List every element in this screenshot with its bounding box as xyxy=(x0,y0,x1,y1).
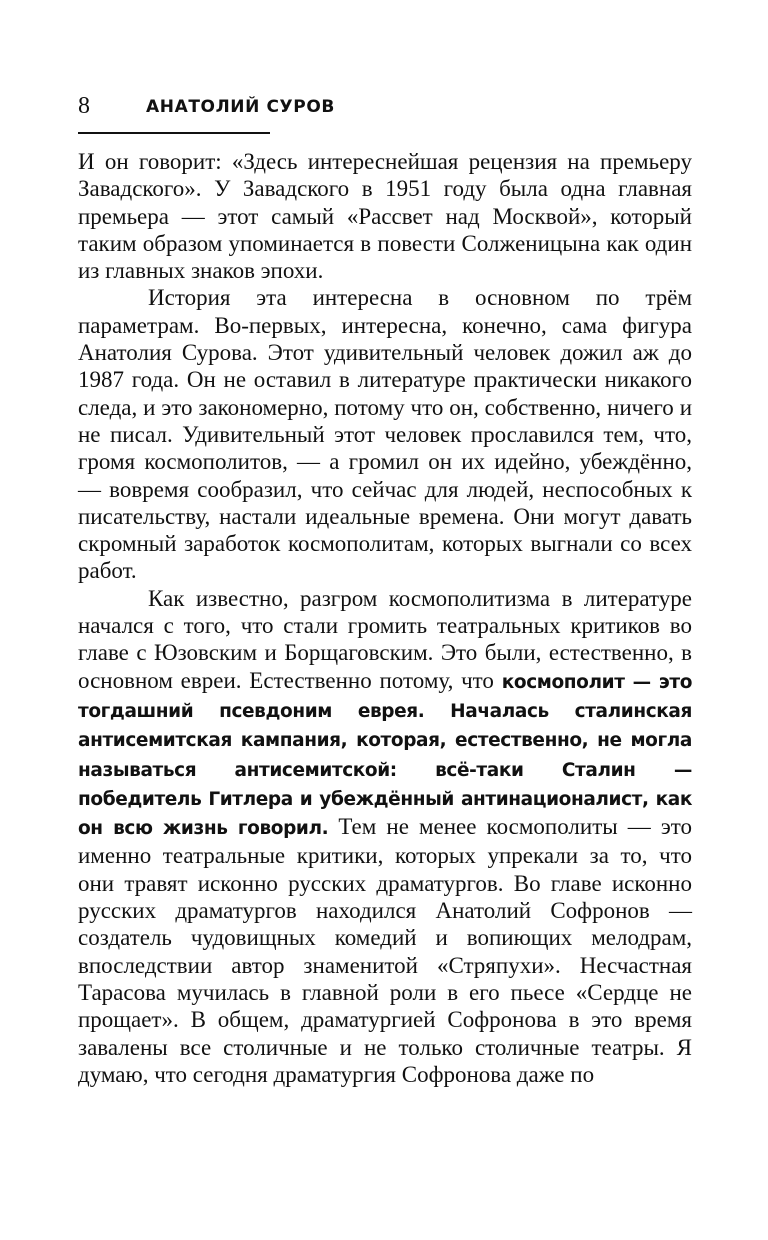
paragraph-1: И он говорит: «Здесь интереснейшая рецензия на премьеру Завадского». У Завадского в 1951 году была одна главная премьера — этот самый «Рассвет над Москвой», который таким образом упоминается в повести Солженицына как один из главных знаков эпохи. xyxy=(78,149,692,284)
page-number: 8 xyxy=(78,93,90,119)
running-title: АНАТОЛИЙ СУРОВ xyxy=(146,97,335,117)
paragraph-3-start: Как известно, разгром космополитизма в литературе начался с того, что стали громить театральных критиков во главе с Юзовским и Борщаговским. Это были, естественно, в основном евреи. Естественно потому, что xyxy=(78,585,692,693)
paragraph-3 xyxy=(78,585,692,1088)
paragraph-2: История эта интересна в основном по трём параметрам. Во-первых, интересна, конечно, сама фигура Анатолия Сурова. Этот удивительный человек дожил аж до 1987 года. Он не оставил в литературе практически никакого следа, и это закономерно, потому что он, собственно, ничего и не писал. Удивительный этот человек прославился тем, что, громя космополитов, — а громил он их идейно, убеждённо, — вовремя сообразил, что сейчас для людей, неспособных к писательству, настали идеальные времена. Они могут давать скромный заработок космополитам, которых выгнали со всех работ. xyxy=(78,285,692,584)
body-text xyxy=(78,148,692,1088)
paragraph-3-end: Тем не менее космополиты — это именно театральные критики, которых упрекали за то, что они травят исконно русских драматургов. Во главе исконно русских драматургов находился Анатолий Софронов — создатель чудовищных комедий и вопиющих мелодрам, впоследствии автор знаменитой «Стряпухи». Несчастная Тарасова мучилась в главной роли в его пьесе «Сердце не прощает». В общем, драматургией Софронова в это время завалены все столичные и не только столичные театры. Я думаю, что сегодня драматургия Софронова даже по xyxy=(78,814,692,1087)
page-header xyxy=(78,92,698,126)
header-rule xyxy=(78,132,270,134)
paragraph-3-bold-passage: космополит — это тогдашний псевдоним еврея. Началась сталинская антисемитская кампания, которая, естественно, не могла называться антисемитской: всё-таки Сталин — победитель Гитлера и убеждённый антинационалист, как он всю жизнь говорил. xyxy=(78,671,692,840)
